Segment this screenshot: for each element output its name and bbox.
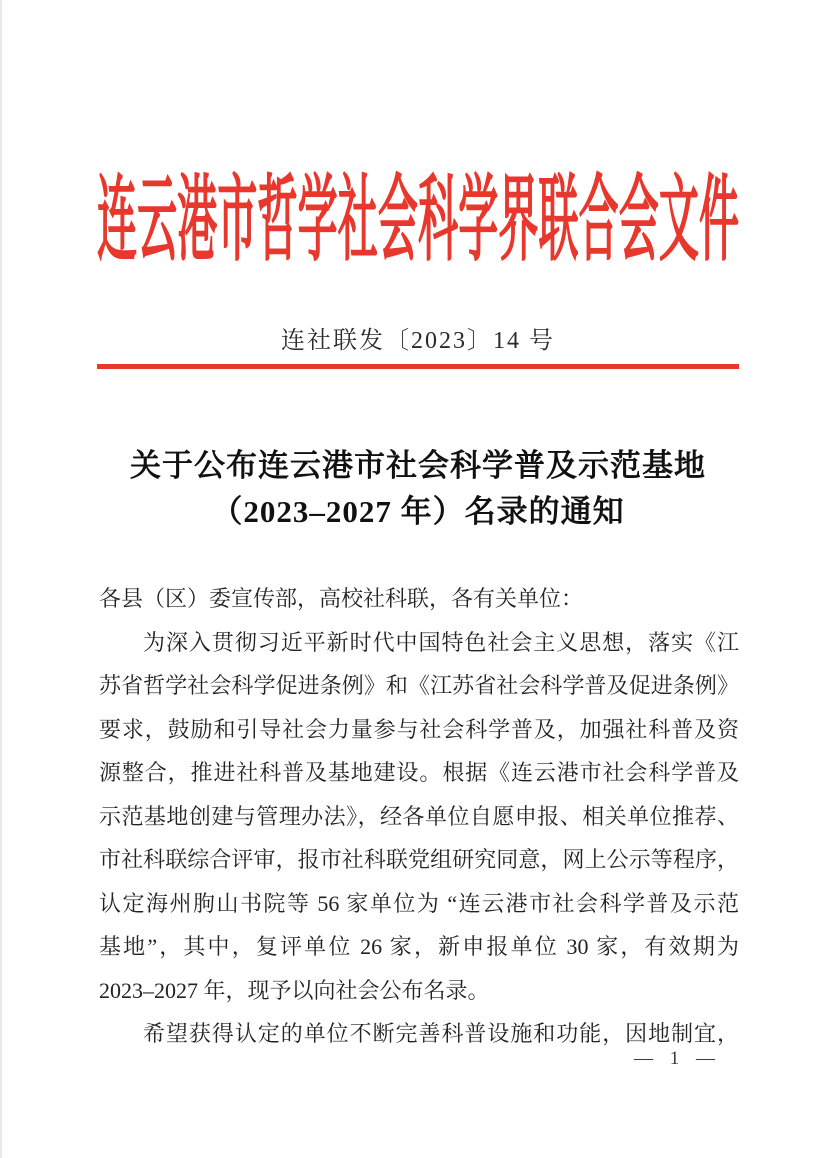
page-number: — 1 — [634,1048,721,1069]
letterhead-org-title: 连云港市哲学社会科学界联合会文件 [97,169,739,273]
body-line: 苏省哲学社会科学促进条例》和《江苏省社会科学普及促进条例》 [99,673,739,698]
body-line: 源整合，推进社科普及基地建设。根据《连云港市社会科学普及 [99,760,739,785]
document-title-line2: （2023–2027 年）名录的通知 [211,494,625,529]
body-line: 认定海州朐山书院等 56 家单位为 “连云港市社会科学普及示范 [99,890,739,916]
body-line: 基地”，其中，复评单位 26 家，新申报单位 30 家，有效期为 [99,934,739,959]
body-line: 各县（区）委宣传部，高校社科联，各有关单位： [99,586,584,611]
body-line: 示范基地创建与管理办法》，经各单位自愿申报、相关单位推荐、 [99,803,739,829]
red-divider-rule [97,364,739,369]
document-title-line1: 关于公布连云港市社会科学普及示范基地 [130,448,706,483]
document-title [80,443,756,535]
body-line: 要求，鼓励和引导社会力量参与社会科学普及，加强社科普及资 [99,716,739,742]
body-line: 为深入贯彻习近平新时代中国特色社会主义思想，落实《江 [143,629,739,655]
body-text [99,577,739,1056]
body-line: 2023–2027 年，现予以向社会公布名录。 [99,977,490,1003]
body-line: 希望获得认定的单位不断完善科普设施和功能，因地制宜， [143,1021,739,1046]
body-line: 市社科联综合评审，报市社科联党组研究同意，网上公示等程序， [99,847,739,872]
document-reference-number: 连社联发〔2023〕14 号 [281,328,555,354]
